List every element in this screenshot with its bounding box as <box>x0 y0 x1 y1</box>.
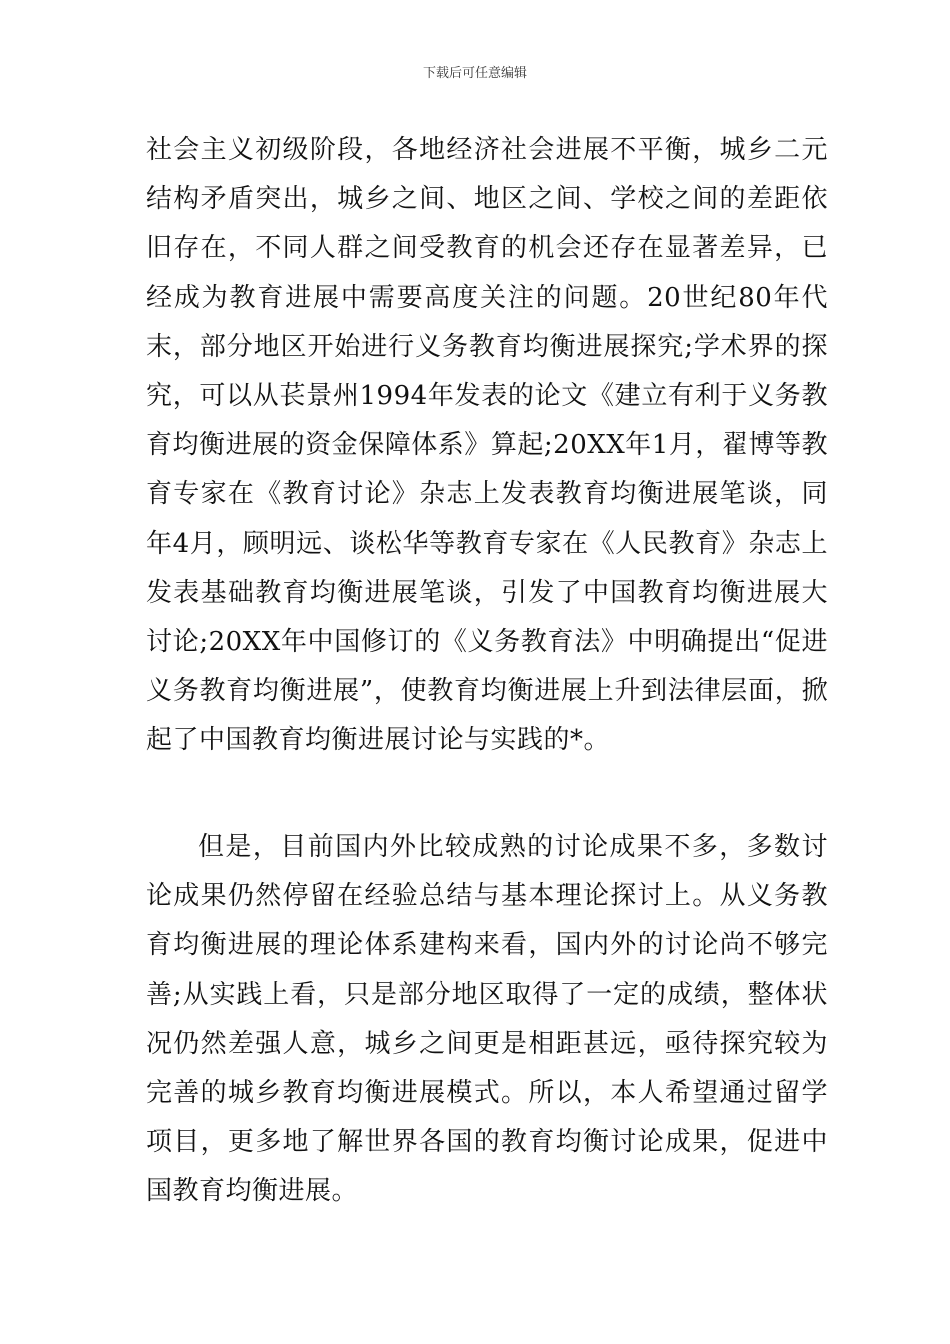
page-header-note: 下载后可任意编辑 <box>422 66 527 81</box>
body-paragraph-1: 社会主义初级阶段，各地经济社会进展不平衡，城乡二元结构矛盾突出，城乡之间、地区之间、学校之间的差距依旧存在，不同人群之间受教育的机会还存在显著差异，已经成为教育进展中需要高度关注的问题。20世纪80年代末，部分地区开始进行义务教育均衡进展探究;学术界的探究，可以从苌景州1994年发表的论文《建立有利于义务教育均衡进展的资金保障体系》算起;20XX年1月，翟博等教育专家在《教育讨论》杂志上发表教育均衡进展笔谈，同年4月，顾明远、谈松华等教育专家在《人民教育》杂志上发表基础教育均衡进展笔谈，引发了中国教育均衡进展大讨论;20XX年中国修订的《义务教育法》中明确提出“促进义务教育均衡进展”，使教育均衡进展上升到法律层面，掀起了中国教育均衡进展讨论与实践的*。 <box>146 135 828 756</box>
body-paragraph-2: 但是，目前国内外比较成熟的讨论成果不多，多数讨论成果仍然停留在经验总结与基本理论探讨上。从义务教育均衡进展的理论体系建构来看，国内外的讨论尚不够完善;从实践上看，只是部分地区取得了一定的成绩，整体状况仍然差强人意，城乡之间更是相距甚远，亟待探究较为完善的城乡教育均衡进展模式。所以，本人希望通过留学项目，更多地了解世界各国的教育均衡讨论成果，促进中国教育均衡进展。 <box>146 832 828 1207</box>
